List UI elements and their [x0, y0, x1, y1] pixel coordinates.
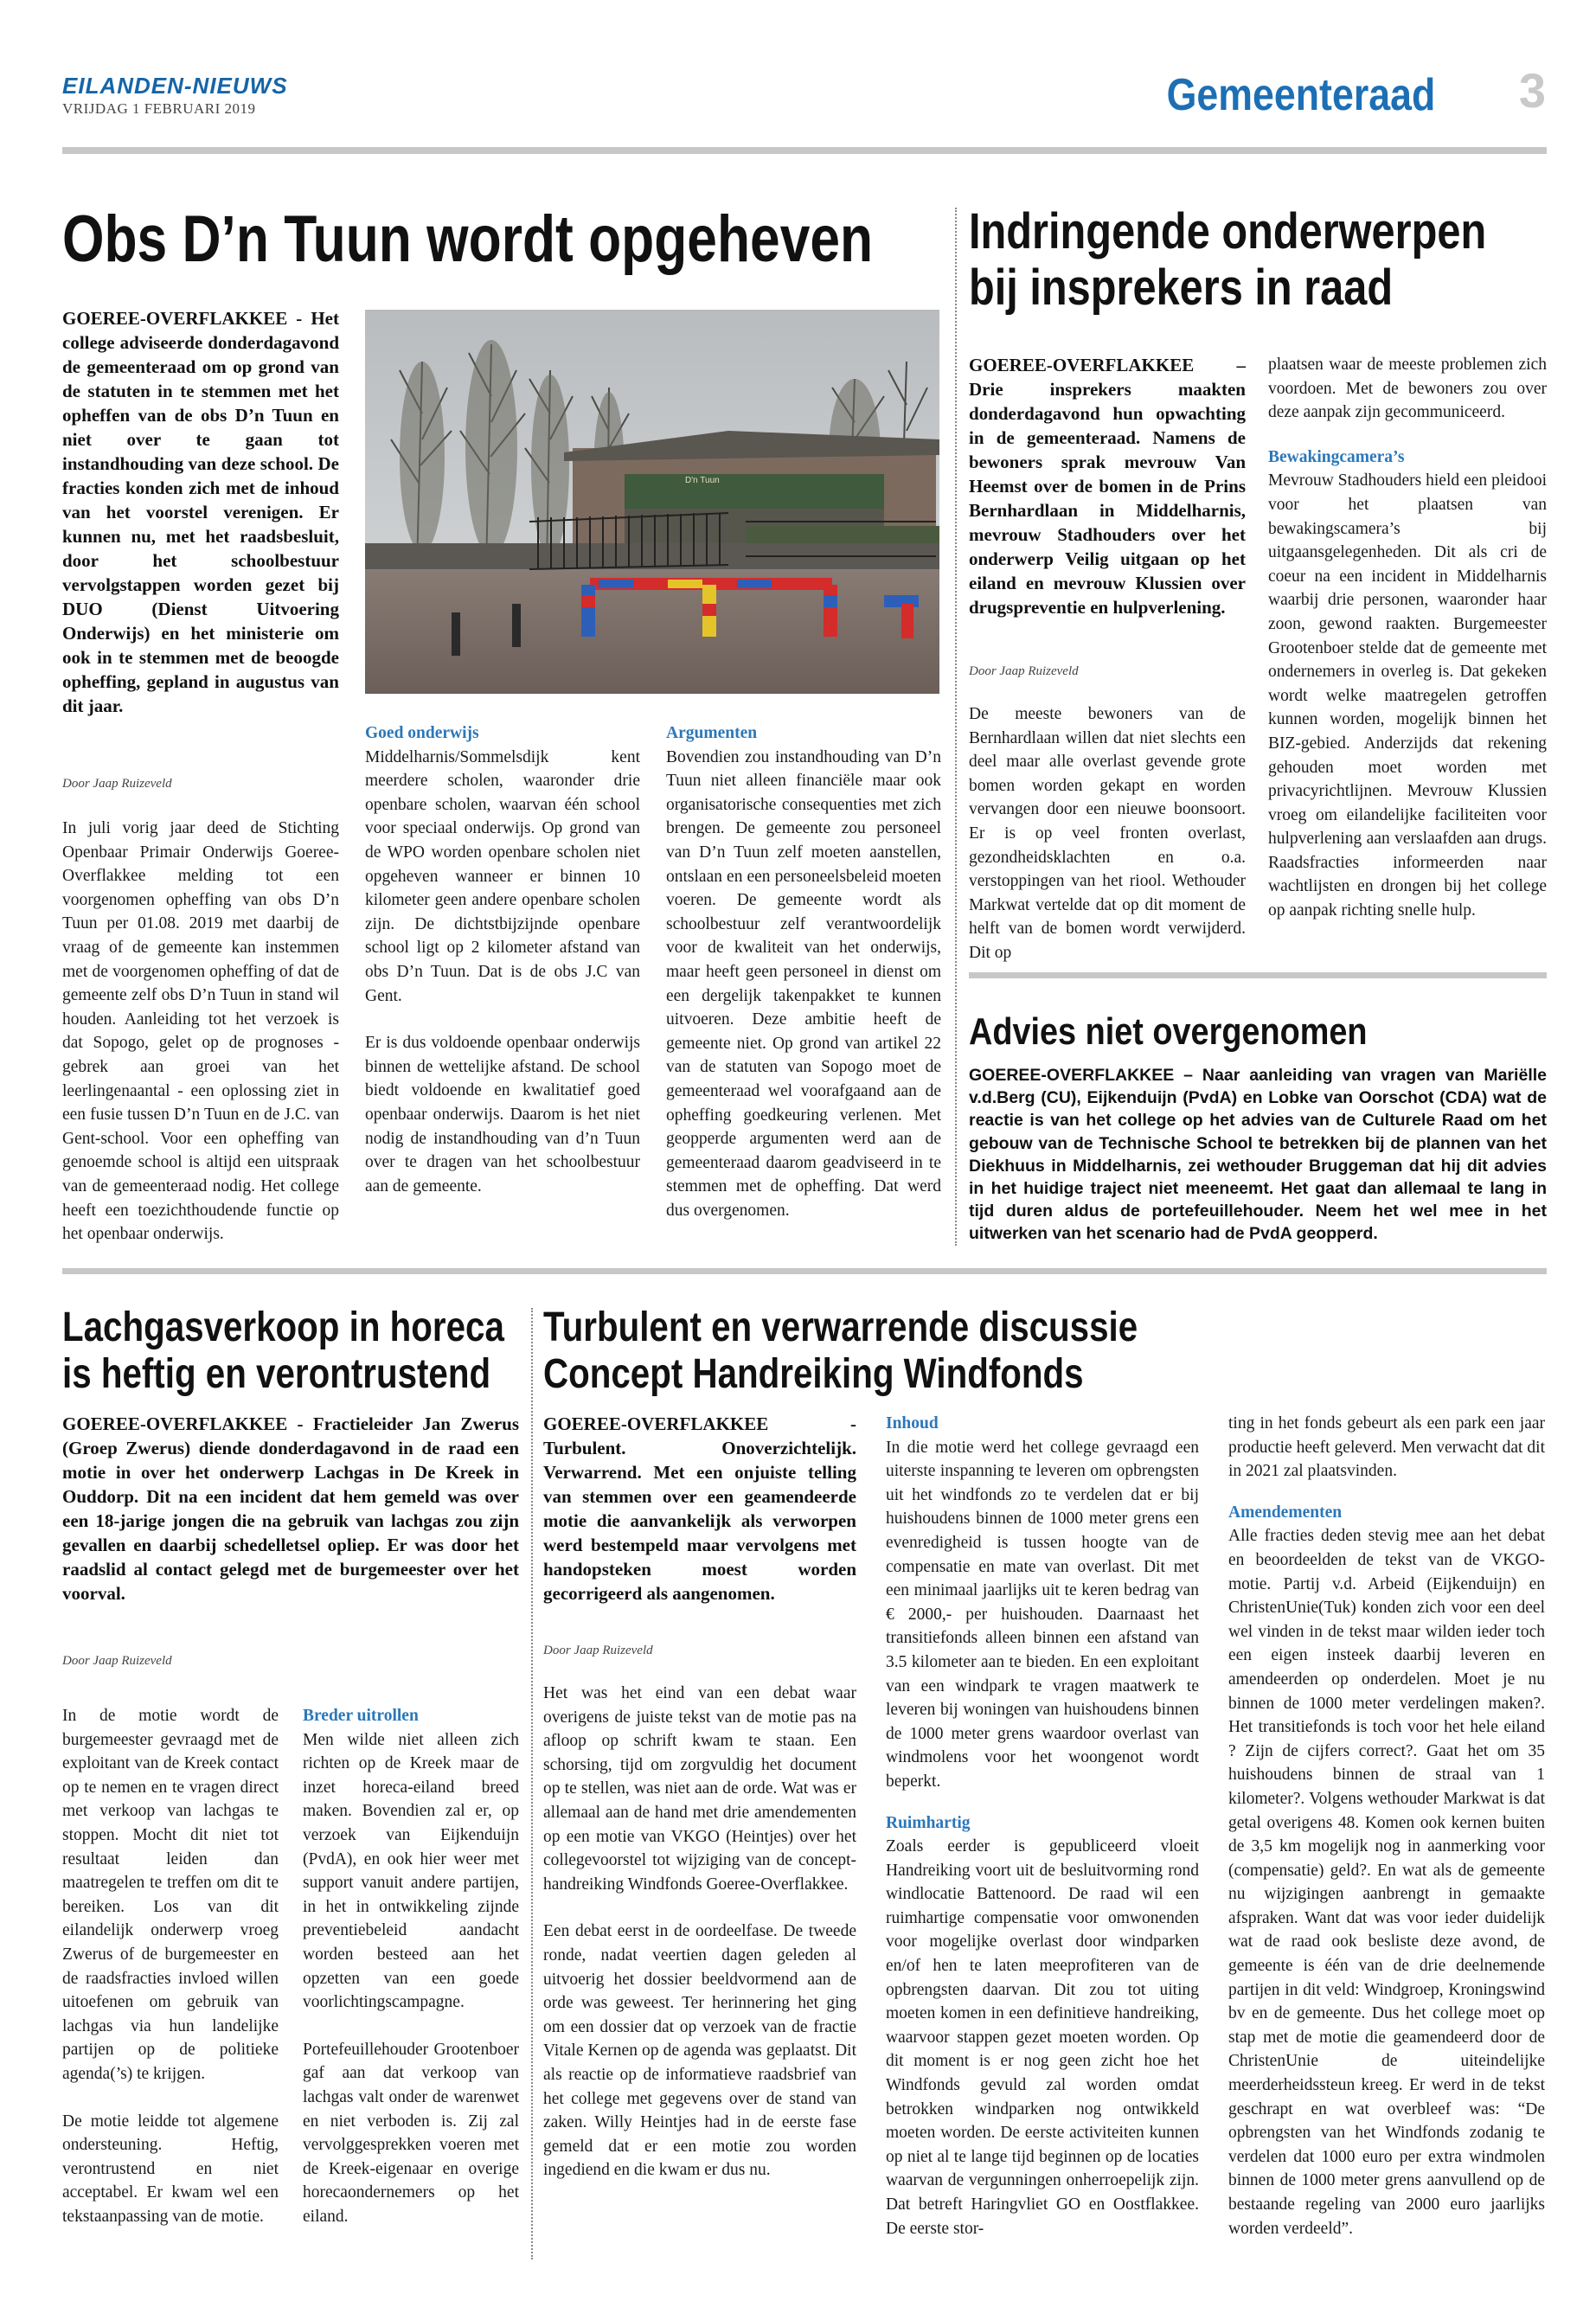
article5-col1: [543, 1682, 856, 2206]
article2-headline-line2: bij insprekers in raad: [969, 259, 1394, 316]
article5-col3-p1: ting in het fonds gebeurt als een park een jaar productie heeft geleverd. Men verwacht dat dit in 2021 zal plaatsvinden.: [1228, 1414, 1545, 1481]
article4-col2-p2: Portefeuillehouder Grootenboer gaf aan dat verkoop van lachgas valt onder de warenwet en niet verboden is. Zij zal vervolggesprekken voeren met de Kreek-eigenaar en overige horecaondernemers op het eiland.: [303, 2040, 519, 2226]
article1-col3-text: Bovendien zou instandhouding van D’n Tuun niet alleen financiële maar ook organisatorische consequenties met zich brengen. De gemeente zou personeel van D’n Tuun zelf moeten aanstellen, ontslaan en een personeelsbeleid moeten voeren. De gemeente wordt als schoolbestuur zelf verantwoordelijk voor de kwaliteit van het onderwijs, maar heeft geen personeel in dienst om een dergelijk takenpakket te kunnen uitvoeren. Deze ambitie heeft de gemeente niet. Op grond van artikel 22 van de statuten van Sopogo moet de gemeenteraad wel voorafgaand aan de opheffing goedkeuring verlenen. Met geopperde argumenten werd aan de gemeenteraad daarom geadviseerd in te stemmen met de opheffing. Dat werd dus overgenomen.: [666, 747, 941, 1220]
article5-col1-p2: Een debat eerst in de oordeelfase. De tweede ronde, nadat veertien dagen geleden al uitvoerig het dossier beeldvormend aan de orde was geweest. Ter herinnering het ging om een dossier dat op verzoek van de fractie Vitale Kernen op de agenda was geplaatst. Dit als reactie op de informatieve raadsbrief van het college met gegevens over de stand van zaken. Willy Heintjes had in de eerste fase gemeld dat er een motie zou worden ingediend en die kwam er dus nu.: [543, 1922, 856, 2180]
middle-section-rule: [62, 1268, 1547, 1274]
article1-col3: [666, 721, 941, 1246]
top-column-divider: [955, 208, 957, 1246]
article1-subhead-argumenten: Argumenten: [666, 724, 758, 742]
issue-date: VRIJDAG 1 FEBRUARI 2019: [62, 100, 256, 117]
article4-col2: [303, 1704, 519, 2252]
article2-subhead-bewakingcameras: Bewakingcamera’s: [1268, 447, 1405, 466]
school-photo: [365, 310, 939, 694]
article1-byline: Door Jaap Ruizeveld: [62, 777, 172, 791]
article5-byline: Door Jaap Ruizeveld: [543, 1644, 653, 1657]
section-title: Gemeenteraad: [1166, 70, 1435, 120]
article2-col2-p1: plaatsen waar de meeste problemen zich voordoen. Met de bewoners zou over deze aanpak zijn gecommuniceerd.: [1268, 356, 1547, 422]
article2-col2: [1268, 353, 1547, 946]
article4-subhead-breder-uitrollen: Breder uitrollen: [303, 1707, 419, 1725]
article2-intro: GOEREE-OVERFLAKKEE – Drie insprekers maakten donderdagavond hun opwachting in de gemeenteraad. Namens de bewoners sprak mevrouw Van Heemst over de bomen in de Prins Bernhardlaan in Middelharnis, mevrouw Stadhouders over het onderwerp Veilig uitgaan op het eiland en mevrouw Klussien over drugspreventie en hulpverlening.: [969, 355, 1246, 618]
article1-col2-p1: Middelharnis/Sommelsdijk kent meerdere scholen, waaronder drie openbare scholen, waarvan één school voor speciaal onderwijs. Op grond van de WPO worden openbare scholen niet opgeheven wanneer er binnen 10 kilometer geen andere openbare scholen zijn. De dichtstbijzijnde openbare school ligt op 2 kilometer afstand van obs D’n Tuun. Dat is de obs J.C van Gent.: [365, 747, 640, 1005]
article1-col2: [365, 721, 640, 1221]
svg-text:D'n Tuun: D'n Tuun: [685, 476, 720, 485]
article4-col1-p2: De motie leidde tot algemene ondersteuning. Heftig, verontrustend en niet acceptabel. Er kwam wel een tekstaanpassing van de motie.: [62, 2112, 279, 2226]
bottom-column-divider: [531, 1308, 533, 2259]
article5-headline: [543, 1304, 1138, 1398]
article2-col1: [969, 702, 1246, 989]
article2-col2-p2: Mevrouw Stadhouders hield een pleidooi voor het plaatsen van bewakingscamera’s bij uitgaansgelegenheden. Dit als cri de coeur na een incident in Middelharnis waarbij drie personen, waaronder haar zoon, gewond raakten. Burgemeester Grootenboer stelde dat de gemeente met ondernemers in overleg is. Dat gekeken wordt welke maatregelen getroffen kunnen worden, mogelijk binnen het BIZ-gebied. Anderzijds dat rekening gehouden moet worden met privacyrichtlijnen. Mevrouw Klussien vroeg om eilandelijke faciliteiten voor hulpverlening aan verslaafden aan drugs. Raadsfracties informeerden naar wachtlijsten en drongen bij het college op aanpak richting snelle hulp.: [1268, 471, 1547, 920]
article5-subhead-inhoud: Inhoud: [886, 1414, 939, 1433]
school-photo-image: [365, 310, 939, 694]
article2-byline: Door Jaap Ruizeveld: [969, 664, 1079, 678]
article1-intro: GOEREE-OVERFLAKKEE - Het college adviseerde donderdagavond de gemeenteraad om op grond van de statuten in te stemmen met het opheffen van de obs D’n Tuun en niet over te gaan tot instandhouding van deze school. De fracties konden zich met de inhoud van het voorstel verenigen. Er kunnen nu, met het raadsbesluit, door het schoolbestuur vervolgstappen worden gezet bij DUO (Dienst Uitvoering Onderwijs) en het ministerie om ook in te stemmen met de beoogde opheffing, gepland in augustus van dit jaar.: [62, 308, 339, 716]
article4-col1: [62, 1704, 279, 2252]
article1-col2-p2: Er is dus voldoende openbaar onderwijs binnen de wettelijke afstand. De school biedt voldoende en kwalitatief goed openbaar onderwijs. Daarom is het niet nodig de instandhouding van d’n Tuun over te dragen van het schoolbestuur aan de gemeente.: [365, 1034, 640, 1195]
article5-subhead-amendementen: Amendementen: [1228, 1503, 1343, 1522]
article5-col2-p1: In die motie werd het college gevraagd een uiterste inspanning te leveren om opbrengsten uit het windfonds zo te verdelen dat er bij huishoudens binnen de 1000 meter grens een evenredigheid is tussen hoogte van de compensatie en mate van overlast. Dit met een minimaal jaarlijks uit te keren bedrag van € 2000,- per huishouden. Daarnaast het transitiefonds alleen binnen een afstand van 3.5 kilometer aan te bieden. En een exploitant van een windpark te vragen maatwerk te leveren bij woningen van huishoudens binnen de 1000 meter grens waardoor overlast van windmolens voor het woongenot wordt beperkt.: [886, 1438, 1199, 1791]
article5-col3-p2: Alle fracties deden stevig mee aan het debat en beoordeelden de tekst van de VKGO-motie. Partij v.d. Arbeid (Eijkenduijn) en ChristenUnie(Tuk) konden zich voor een deel wel vinden in de tekst maar wilden ieder toch een eigen insteek daarbij leveren en amendeerden op onderdelen. Moet je nu binnen de 1000 meter verdelingen maken?. Het transitiefonds is toch voor het hele eiland ? Zijn de cijfers correct?. Gaat het om 35 huishoudens binnen de straal van 1 kilometer?. Volgens wethouder Markwat is dat getal overigens 48. Komen ook kernen buiten de 3,5 km mogelijk nog in aanmerking voor (compensatie) geld?. En wat als de gemeente nu wijzigingen aanbrengt in gemaakte afspraken. Want dat was voor ieder duidelijk wat de raad ook besliste deze avond, de gemeente is één van de drie deelnemende partijen in dit veld: Windgroep, Kroningswind bv en de gemeente. Dus het college moet op stap met de motie die geamendeerd door de ChristenUnie de uiteindelijke meerderheidssteun kreeg. Er werd in de tekst geschrapt en wat overbleef was: “De opbrengsten van het Windfonds zodanig te verdelen dat 1000 euro per extra windmolen binnen de 1000 meter grens aanvullend op de bestaande regeling van 2000 euro jaarlijks worden verdeeld”.: [1228, 1527, 1545, 2238]
article5-intro: GOEREE-OVERFLAKKEE - Turbulent. Onoverzichtelijk. Verwarrend. Met een onjuiste telling van stemmen over een geamendeerde motie die aanvankelijk als verworpen werd bestempeld maar vervolgens met handopsteken moest worden gecorrigeerd als aangenomen.: [543, 1413, 856, 1604]
article5-headline-line2: Concept Handreiking Windfonds: [543, 1350, 1084, 1397]
article1-headline: Obs D’n Tuun wordt opgeheven: [62, 202, 874, 276]
article1-subhead-goed-onderwijs: Goed onderwijs: [365, 724, 479, 742]
article5-col2-p2: Zoals eerder is gepubliceerd vloeit Handreiking voort uit de besluitvorming rond windlocatie Battenoord. De raad wil een ruimhartige compensatie voor omwonenden voor mogelijke overlast door windparken en/of hen te laten meeprofiteren van de opbrengsten daarvan. Dit zou tot uiting moeten komen in een definitieve handreiking, waarvoor stappen gezet moeten worden. Op dit moment is er nog geen zicht hoe het Windfonds gevuld zal worden omdat betrokken windparken nog ontwikkeld moeten worden. De eerste activiteiten kunnen op niet al te lange tijd beginnen op de locaties waarvan de vergunningen onherroepelijk zijn. Dat betreft Haringvliet GO en Oostflakkee. De eerste stor-: [886, 1837, 1199, 2238]
article5-headline-line1: Turbulent en verwarrende discussie: [543, 1304, 1138, 1350]
article5-col2: [886, 1412, 1199, 2264]
article4-byline: Door Jaap Ruizeveld: [62, 1654, 172, 1668]
article3-headline: Advies niet overgenomen: [969, 1010, 1368, 1053]
article5-col3: [1228, 1412, 1545, 2264]
article3-top-rule: [969, 972, 1547, 978]
article1-col1-text: In juli vorig jaar deed de Stichting Openbaar Primair Onderwijs Goeree-Overflakkee melding tot een voorgenomen opheffing van obs D’n Tuun per 01.08. 2019 met daarbij de vraag of de gemeente kan instemmen met de voorgenomen opheffing of dat de gemeente zelf obs D’n Tuun in stand wil houden. Aanleiding tot het verzoek is dat Sopogo, gelet op de prognoses - gebrek aan groei van het leerlingenaantal - een oplossing ziet in een fusie tussen D’n Tuun en de J.C. van Gent-school. Voor een opheffing van genoemde school is altijd een uitspraak van de gemeenteraad nodig. Het college heeft een toezichthoudende functie op het openbaar onderwijs.: [62, 819, 339, 1244]
masthead-logo: EILANDEN-NIEUWS: [62, 73, 288, 99]
page-number: 3: [1518, 63, 1546, 118]
article3-intro: GOEREE-OVERFLAKKEE – Naar aanleiding van vragen van Mariëlle v.d.Berg (CU), Eijkenduijn (PvdA) en Lobke van Oorschot (CDA) wat de reactie is van het college op het advies van de Culturele Raad om het gebouw van de Technische School te betrekken bij de plannen van het Diekhuus in Middelharnis, zei wethouder Bruggeman dat hij dit advies in het huidige traject niet meeneemt. Het gaat dan allemaal te lang in tijd duren aldus de portefeuillehouder. Neem het wel mee in het uitwerken van het scenario had de PvdA geopperd.: [969, 1066, 1547, 1244]
article5-subhead-ruimhartig: Ruimhartig: [886, 1813, 971, 1832]
article2-headline: [969, 204, 1486, 317]
article4-headline-line2: is heftig en verontrustend: [62, 1350, 491, 1397]
header-rule: [62, 147, 1547, 154]
article4-col2-p1: Men wilde niet alleen zich richten op de Kreek maar de inzet horeca-eiland breed maken. Bovendien zal er, op verzoek van Eijkenduijn (PvdA), en ook hier weer met support vanuit andere partijen, in het in ontwikkeling zijnde preventiebeleid aandacht worden besteed aan het opzetten van een goede voorlichtingscampagne.: [303, 1730, 519, 2012]
article5-col1-p1: Het was het eind van een debat waar overigens de juiste tekst van de motie pas na afloop op schrift kwam te staan. Een schorsing, tijd om zorgvuldig het document op te stellen, was niet aan de orde. Wat was er allemaal aan de hand met drie amendementen op een motie van VKGO (Heintjes) over het collegevoorstel tot wijziging van de concept-handreiking Windfonds Goeree-Overflakkee.: [543, 1684, 856, 1894]
article4-headline-line1: Lachgasverkoop in horeca: [62, 1304, 504, 1350]
article2-col1-text: De meeste bewoners van de Bernhardlaan willen dat niet slechts een deel maar alle overlast gevende grote bomen worden gekapt en worden vervangen door een nieuwe boonsoort. Er is op veel fronten overlast, gezondheidsklachten en o.a. verstoppingen van het riool. Wethouder Markwat vertelde dat op dit moment de helft van de bomen wordt verwijderd. Dit op: [969, 705, 1246, 962]
article1-col1: [62, 817, 339, 1270]
article4-headline: [62, 1304, 504, 1398]
article2-headline-line1: Indringende onderwerpen: [969, 203, 1487, 260]
article4-intro: GOEREE-OVERFLAKKEE - Fractieleider Jan Zwerus (Groep Zwerus) diende donderdagavond in de raad een motie in over het onderwerp Lachgas in De Kreek in Ouddorp. Dit na een incident dat hem gemeld was over een 18-jarige jongen die na gebruik van lachgas zou zijn gevallen en daarbij schedelletsel opliep. Er was door het raadslid al contact gelegd met de burgemeester over het voorval.: [62, 1413, 519, 1604]
article4-col1-p1: In de motie wordt de burgemeester gevraagd met de exploitant van de Kreek contact op te nemen en te vragen direct met verkoop van lachgas te stoppen. Mocht dit niet tot resultaat leiden dan maatregelen te treffen om dit te bereiken. Los van dit eilandelijk onderwerp vroeg Zwerus of de burgemeester en de raadsfracties invloed willen uitoefenen om gebruik van lachgas via hun landelijke partijen op de politieke agenda(’s) te krijgen.: [62, 1707, 279, 2083]
